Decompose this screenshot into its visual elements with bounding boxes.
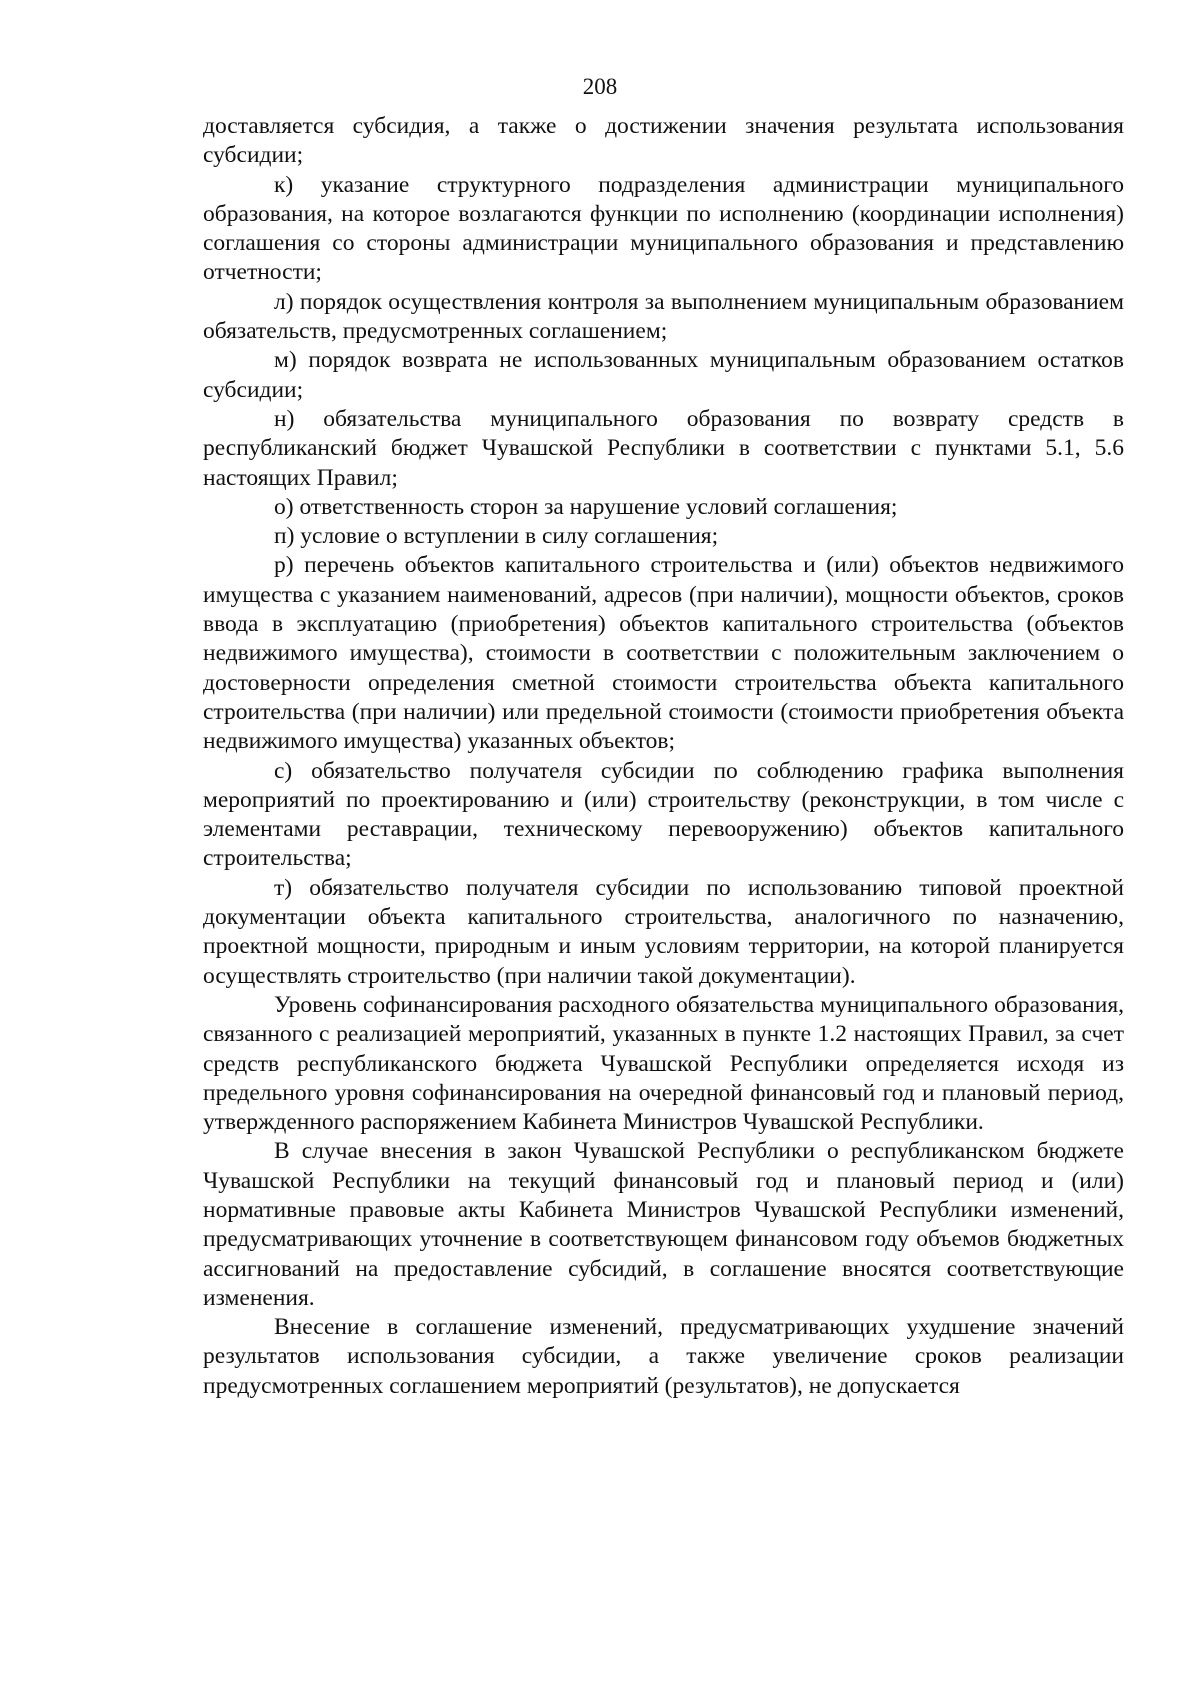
document-body — [203, 112, 1124, 1401]
paragraph-item-o: о) ответственность сторон за нарушение условий соглашения; — [274, 493, 898, 520]
paragraph-item-k: к) указание структурного подразделения администрации муниципального образования, на которое возлагаются функции по исполнению (координации исполнения) соглашения со стороны администрации муниципального образования и представлению отчетности; — [203, 171, 1124, 286]
paragraph-budget-law-changes: В случае внесения в закон Чувашской Республики о республиканском бюджете Чувашской Республики на текущий финансовый год и плановый период и (или) нормативные правовые акты Кабинета Министров Чувашской Республики изменений, предусматривающих уточнение в соответствующем финансовом году объемов бюджетных ассигнований на предоставление субсидий, в соглашение вносятся соответствующие изменения. — [203, 1138, 1124, 1311]
paragraph-item-n: н) обязательства муниципального образования по возврату средств в республиканский бюджет Чувашской Республики в соответствии с пунктами 5.1, 5.6 настоящих Правил; — [203, 405, 1124, 491]
paragraph-agreement-changes: Внесение в соглашение изменений, предусматривающих ухудшение значений результатов использования субсидии, а также увеличение сроков реализации предусмотренных соглашением мероприятий (результатов), не допускается — [203, 1314, 1124, 1399]
page-number: 208 — [582, 74, 618, 99]
paragraph-item-s: с) обязательство получателя субсидии по соблюдению графика выполнения мероприятий по проектированию и (или) строительству (реконструкции, в том числе с элементами реставрации, техническому перевооружению) объектов капитального строительства; — [203, 757, 1124, 872]
paragraph-item-l: л) порядок осуществления контроля за выполнением муниципальным образованием обязательств, предусмотренных соглашением; — [203, 288, 1124, 345]
paragraph-item-t: т) обязательство получателя субсидии по использованию типовой проектной документации объекта капитального строительства, аналогичного по назначению, проектной мощности, природным и иным условиям территории, на которой планируется осуществлять строительство (при наличии такой документации). — [203, 874, 1124, 989]
paragraph-item-p: п) условие о вступлении в силу соглашения; — [274, 523, 719, 550]
paragraph-cofinancing-level: Уровень софинансирования расходного обязательства муниципального образования, связанного с реализацией мероприятий, указанных в пункте 1.2 настоящих Правил, за счет средств республиканского бюджета Чувашской Республики определяется исходя из предельного уровня софинансирования на очередной финансовый год и плановый период, утвержденного распоряжением Кабинета Министров Чувашской Республики. — [203, 991, 1124, 1136]
paragraph-item-r: р) перечень объектов капитального строительства и (или) объектов недвижимого имущества с указанием наименований, адресов (при наличии), мощности объектов, сроков ввода в эксплуатацию (приобретения) объектов капитального строительства (объектов недвижимого имущества), стоимости в соответствии с положительным заключением о достоверности определения сметной стоимости строительства объекта капитального строительства (при наличии) или предельной стоимости (стоимости приобретения объекта недвижимого имущества) указанных объектов; — [203, 552, 1124, 755]
paragraph-continuation: доставляется субсидия, а также о достижении значения результата использования субсидии; — [203, 113, 1124, 169]
paragraph-item-m: м) порядок возврата не использованных муниципальным образованием остатков субсидии; — [203, 347, 1124, 403]
